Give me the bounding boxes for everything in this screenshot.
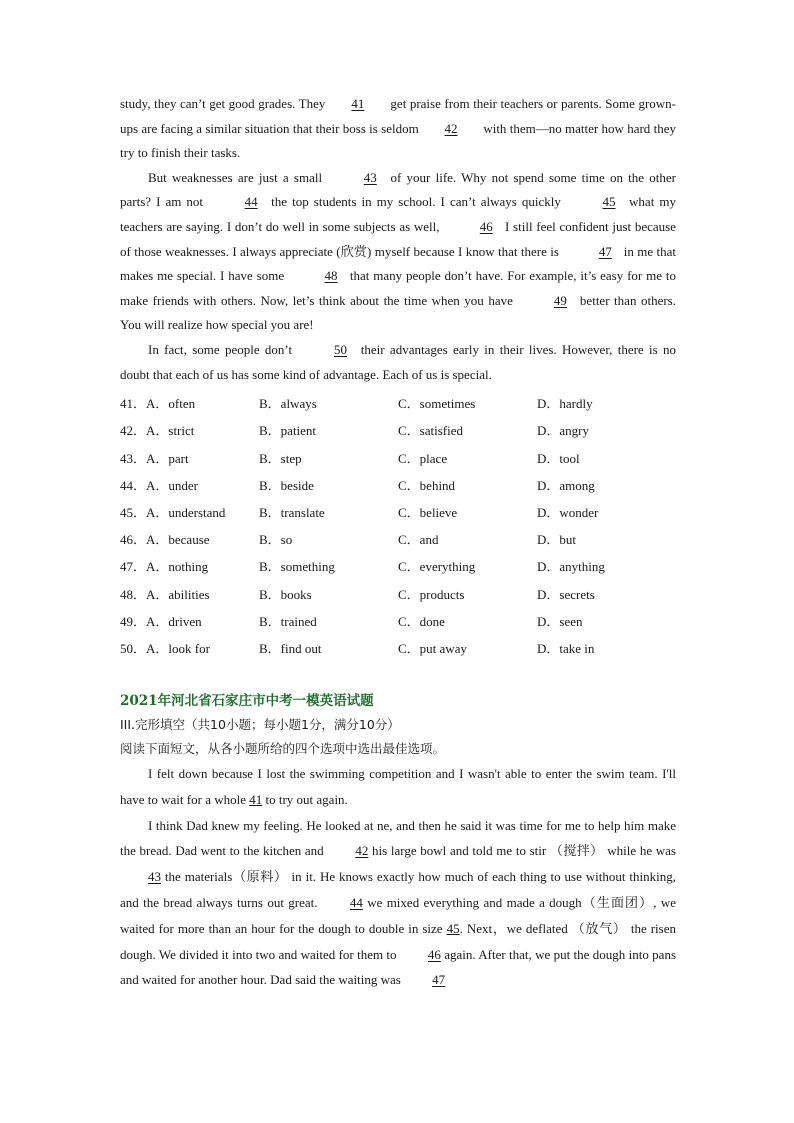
- option-d[interactable]: D．tool: [537, 450, 580, 466]
- option-c[interactable]: C．products: [398, 586, 465, 602]
- blank-45[interactable]: 45: [602, 194, 616, 210]
- option-a[interactable]: 47．A．nothing: [120, 559, 209, 575]
- blank-44[interactable]: 44: [244, 194, 258, 210]
- option-b[interactable]: B．so: [259, 532, 293, 548]
- option-c[interactable]: C．believe: [398, 504, 458, 520]
- option-b[interactable]: B．beside: [259, 477, 314, 493]
- option-a[interactable]: 43．A．part: [120, 450, 189, 466]
- option-c[interactable]: C．done: [398, 613, 445, 629]
- paragraph: I think Dad knew my feeling. He looked at ne, and then he said it was time for me to help him make the bread. Dad went to the kitchen and 42 his large bowl and told me to stir （搅拌） while he was 43 the materials（原料） in it. He knows exactly how much of each thing to use without thinking, and the bread always turns out great. 44 we mixed everything and made a dough（生面团）, we waited for more than an hour for the dough to double in size 45. Next，we deflated （放气） the risen dough. We divided it into two and waited for them to 46 again. After that, we put the dough into pans and waited for another hour. Dad said the waiting was 47: [120, 813, 676, 994]
- option-a[interactable]: 46．A．because: [120, 532, 210, 548]
- option-row-44: [120, 471, 676, 498]
- option-row-48: [120, 579, 676, 606]
- passage-one: [120, 92, 676, 387]
- document-page: [120, 92, 676, 993]
- option-c[interactable]: C．and: [398, 532, 439, 548]
- paragraph: But weaknesses are just a small 43 of your life. Why not spend some time on the other parts? I am not 44 the top students in my school. I can’t always quickly 45 what my teachers are saying. I don’t do well in some subjects as well, 46 I still feel confident just because of those weaknesses. I always appreciate (欣赏) myself because I know that there is 47 in me that makes me special. I have some 48 that many people don’t have. For example, it’s easy for me to make friends with others. Now, let’s think about the time when you have 49 better than others. You will realize how special you are!: [120, 166, 676, 338]
- answer-options: [120, 389, 676, 661]
- option-a[interactable]: 50．A．look for: [120, 640, 210, 656]
- option-d[interactable]: D．seen: [537, 613, 583, 629]
- option-d[interactable]: D．anything: [537, 559, 605, 575]
- option-d[interactable]: D．but: [537, 532, 577, 548]
- blank-47[interactable]: 47: [432, 972, 446, 988]
- option-d[interactable]: D．take in: [537, 640, 595, 656]
- option-row-50: [120, 634, 676, 661]
- option-d[interactable]: D．among: [537, 477, 595, 493]
- option-d[interactable]: D．angry: [537, 423, 589, 439]
- option-b[interactable]: B．always: [259, 396, 317, 412]
- option-row-47: [120, 552, 676, 579]
- blank-48[interactable]: 48: [324, 268, 338, 284]
- option-d[interactable]: D．hardly: [537, 396, 593, 412]
- option-c[interactable]: C．everything: [398, 559, 476, 575]
- option-b[interactable]: B．something: [259, 559, 335, 575]
- blank-47[interactable]: 47: [598, 243, 612, 259]
- section-instruction: 阅读下面短文，从各小题所给的四个选项中选出最佳选项。: [120, 741, 446, 756]
- blank-44[interactable]: 44: [349, 894, 363, 910]
- option-a[interactable]: 49．A．driven: [120, 613, 202, 629]
- option-c[interactable]: C．sometimes: [398, 396, 476, 412]
- blank-41[interactable]: 41: [351, 96, 365, 111]
- paragraph: I felt down because I lost the swimming competition and I wasn't able to enter the swim team. I'll have to wait for a whole 41 to try out again.: [120, 766, 676, 807]
- paragraph: In fact, some people don’t 50 their advantages early in their lives. However, there is no doubt that each of us has some kind of advantage. Each of us is special.: [120, 338, 676, 387]
- section-subheading: III.完形填空（共10小题；每小题1分，满分10分）: [120, 717, 400, 732]
- option-a[interactable]: 41．A．often: [120, 396, 196, 412]
- blank-45[interactable]: 45: [446, 920, 460, 936]
- blank-42[interactable]: 42: [444, 120, 458, 136]
- paragraph: study, they can’t get good grades. They 41 get praise from their teachers or parents. Some grown-ups are facing a similar situation that their boss is seldom 42 with them—no matter how hard they try to finish their tasks.: [120, 92, 676, 166]
- option-c[interactable]: C．place: [398, 450, 448, 466]
- option-row-45: [120, 498, 676, 525]
- blank-43[interactable]: 43: [148, 869, 161, 885]
- blank-46[interactable]: 46: [479, 218, 493, 234]
- option-b[interactable]: B．translate: [259, 504, 325, 520]
- option-a[interactable]: 45．A．understand: [120, 504, 226, 520]
- option-row-43: [120, 444, 676, 471]
- option-a[interactable]: 44．A．under: [120, 477, 198, 493]
- option-c[interactable]: C．behind: [398, 477, 456, 493]
- option-a[interactable]: 42．A．strict: [120, 423, 195, 439]
- option-d[interactable]: D．secrets: [537, 586, 595, 602]
- option-b[interactable]: B．books: [259, 586, 312, 602]
- blank-41[interactable]: 41: [249, 791, 263, 807]
- option-c[interactable]: C．put away: [398, 640, 467, 656]
- passage-two: [120, 761, 676, 993]
- option-row-46: [120, 525, 676, 552]
- option-a[interactable]: 48．A．abilities: [120, 586, 210, 602]
- blank-46[interactable]: 46: [427, 946, 441, 962]
- blank-42[interactable]: 42: [355, 843, 369, 859]
- option-c[interactable]: C．satisfied: [398, 423, 463, 439]
- section-heading: 2021年河北省石家庄市中考一模英语试题: [120, 693, 374, 709]
- option-b[interactable]: B．patient: [259, 423, 317, 439]
- option-row-42: [120, 416, 676, 443]
- option-d[interactable]: D．wonder: [537, 504, 599, 520]
- blank-43[interactable]: 43: [363, 169, 377, 185]
- blank-50[interactable]: 50: [333, 341, 347, 357]
- option-b[interactable]: B．trained: [259, 613, 317, 629]
- blank-49[interactable]: 49: [553, 292, 567, 308]
- option-b[interactable]: B．step: [259, 450, 302, 466]
- option-row-41: [120, 389, 676, 416]
- option-row-49: [120, 607, 676, 634]
- option-b[interactable]: B．find out: [259, 640, 322, 656]
